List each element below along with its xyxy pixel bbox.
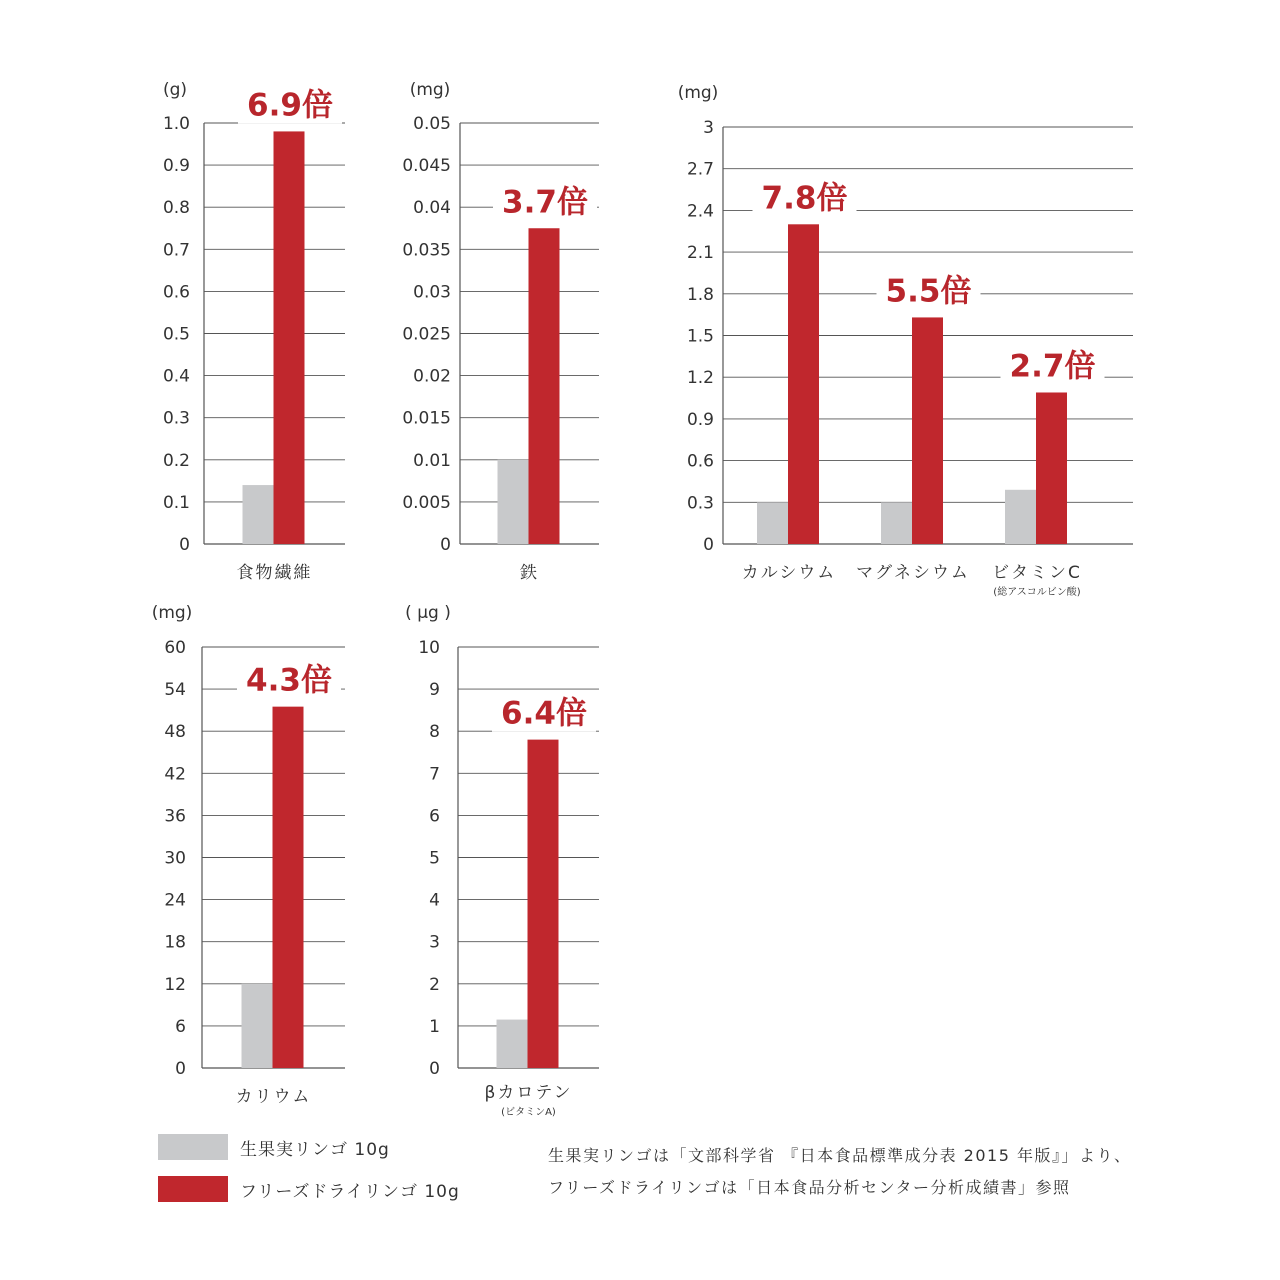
bar-fresh bbox=[757, 502, 788, 544]
y-tick-label: 0.2 bbox=[162, 450, 190, 471]
source-note bbox=[548, 1140, 1131, 1204]
y-tick-label: 0.7 bbox=[162, 240, 190, 261]
y-tick-label: 1.5 bbox=[686, 326, 714, 347]
y-tick-label: 1.2 bbox=[686, 368, 714, 389]
y-tick-label: 54 bbox=[164, 680, 186, 701]
multiplier-label: 4.3倍 bbox=[246, 662, 332, 699]
y-tick-label: 10 bbox=[418, 638, 440, 658]
category-sublabel: (ビタミンA) bbox=[501, 1107, 556, 1118]
multiplier-label: 7.8倍 bbox=[761, 180, 848, 217]
y-unit-label: (mg) bbox=[677, 83, 719, 103]
y-tick-label: 36 bbox=[164, 806, 186, 827]
y-tick-label: 7 bbox=[429, 764, 440, 785]
legend-label-fresh: 生果実リンゴ 10g bbox=[240, 1139, 390, 1160]
y-tick-label: 0.9 bbox=[686, 409, 714, 430]
y-tick-label: 6 bbox=[175, 1016, 186, 1037]
category-label: βカロテン bbox=[484, 1083, 573, 1103]
y-tick-label: 30 bbox=[164, 848, 186, 869]
source-line-2: フリーズドライリンゴは「日本食品分析センター分析成績書」参照 bbox=[548, 1178, 1071, 1197]
bar-fresh bbox=[497, 1020, 528, 1068]
category-label: カルシウム bbox=[741, 563, 837, 583]
y-tick-label: 0 bbox=[703, 535, 714, 555]
legend-swatch-fresh bbox=[158, 1134, 228, 1160]
y-tick-label: 0.4 bbox=[162, 366, 190, 387]
multiplier-label: 6.9倍 bbox=[247, 87, 333, 124]
y-tick-label: 5 bbox=[429, 848, 440, 869]
y-tick-label: 0.5 bbox=[162, 324, 190, 345]
y-tick-label: 0.005 bbox=[402, 492, 451, 513]
y-tick-label: 0.05 bbox=[413, 114, 451, 134]
y-tick-label: 1.0 bbox=[162, 114, 190, 134]
y-unit-label: ( μg ) bbox=[405, 603, 451, 623]
y-tick-label: 0.6 bbox=[686, 451, 714, 472]
y-unit-label: (g) bbox=[162, 80, 188, 100]
y-tick-label: 2 bbox=[429, 974, 440, 995]
y-tick-label: 0 bbox=[429, 1059, 440, 1079]
y-tick-label: 0.045 bbox=[402, 156, 451, 177]
y-unit-label: (mg) bbox=[151, 603, 193, 623]
y-tick-label: 8 bbox=[429, 722, 440, 743]
y-tick-label: 18 bbox=[164, 932, 186, 953]
legend bbox=[158, 1132, 460, 1216]
y-tick-label: 12 bbox=[164, 974, 186, 995]
bar-fresh bbox=[1005, 490, 1036, 544]
chart-dietary-fiber bbox=[163, 80, 345, 583]
multiplier-label: 2.7倍 bbox=[1009, 348, 1096, 385]
legend-swatch-freeze bbox=[158, 1176, 228, 1202]
legend-item-fresh bbox=[158, 1132, 460, 1162]
source-line-1: 生果実リンゴは「文部科学省 『日本食品標準成分表 2015 年版』」より、 bbox=[548, 1146, 1132, 1165]
bar-freeze bbox=[788, 224, 819, 544]
y-tick-label: 0.01 bbox=[413, 450, 451, 471]
bar-fresh bbox=[881, 502, 912, 544]
chart-beta-carotene bbox=[405, 603, 599, 1118]
y-tick-label: 1 bbox=[429, 1016, 440, 1037]
y-tick-label: 0.6 bbox=[162, 282, 190, 303]
y-tick-label: 0.9 bbox=[162, 156, 190, 177]
y-tick-label: 24 bbox=[164, 890, 186, 911]
y-tick-label: 3 bbox=[429, 932, 440, 953]
category-label: マグネシウム bbox=[856, 563, 970, 583]
category-label: ビタミンC bbox=[992, 563, 1082, 583]
bar-fresh bbox=[498, 460, 529, 544]
y-tick-label: 3 bbox=[703, 118, 714, 138]
y-tick-label: 0.035 bbox=[402, 240, 451, 261]
y-tick-label: 42 bbox=[164, 764, 186, 785]
y-tick-label: 0.8 bbox=[162, 198, 190, 219]
y-tick-label: 9 bbox=[429, 680, 440, 701]
y-tick-label: 0 bbox=[440, 535, 451, 555]
y-tick-label: 48 bbox=[164, 722, 186, 743]
y-tick-label: 60 bbox=[164, 638, 186, 658]
y-tick-label: 0.025 bbox=[402, 324, 451, 345]
y-tick-label: 0.1 bbox=[162, 492, 190, 513]
y-tick-label: 4 bbox=[429, 890, 440, 911]
y-tick-label: 0 bbox=[175, 1059, 186, 1079]
y-tick-label: 2.1 bbox=[686, 243, 714, 264]
chart-potassium bbox=[152, 603, 345, 1107]
bar-fresh bbox=[243, 485, 274, 544]
bar-freeze bbox=[912, 317, 943, 544]
y-tick-label: 0.02 bbox=[413, 366, 451, 387]
bar-freeze bbox=[528, 740, 559, 1068]
bar-freeze bbox=[274, 131, 305, 544]
bar-freeze bbox=[1036, 392, 1067, 544]
y-tick-label: 0.015 bbox=[402, 408, 451, 429]
y-tick-label: 0.3 bbox=[162, 408, 190, 429]
y-tick-label: 0.03 bbox=[413, 282, 451, 303]
category-sublabel: (総アスコルビン酸) bbox=[993, 587, 1081, 598]
category-label: 鉄 bbox=[520, 563, 539, 583]
bar-freeze bbox=[529, 228, 560, 544]
y-tick-label: 2.7 bbox=[686, 159, 714, 180]
category-label: 食物繊維 bbox=[236, 563, 313, 583]
multiplier-label: 6.4倍 bbox=[501, 695, 587, 732]
bar-freeze bbox=[273, 707, 304, 1068]
chart-minerals-vitamin-c bbox=[678, 83, 1133, 598]
chart-iron bbox=[402, 80, 599, 583]
bar-fresh bbox=[242, 984, 273, 1068]
y-unit-label: (mg) bbox=[409, 80, 451, 100]
y-tick-label: 6 bbox=[429, 806, 440, 827]
legend-item-freeze bbox=[158, 1174, 460, 1204]
multiplier-label: 3.7倍 bbox=[502, 184, 588, 221]
y-tick-label: 1.8 bbox=[686, 284, 714, 305]
y-tick-label: 0.3 bbox=[686, 493, 714, 514]
multiplier-label: 5.5倍 bbox=[885, 273, 972, 310]
y-tick-label: 2.4 bbox=[686, 201, 714, 222]
y-tick-label: 0.04 bbox=[413, 198, 451, 219]
y-tick-label: 0 bbox=[179, 535, 190, 555]
category-label: カリウム bbox=[235, 1087, 312, 1107]
legend-label-freeze: フリーズドライリンゴ 10g bbox=[240, 1181, 460, 1202]
